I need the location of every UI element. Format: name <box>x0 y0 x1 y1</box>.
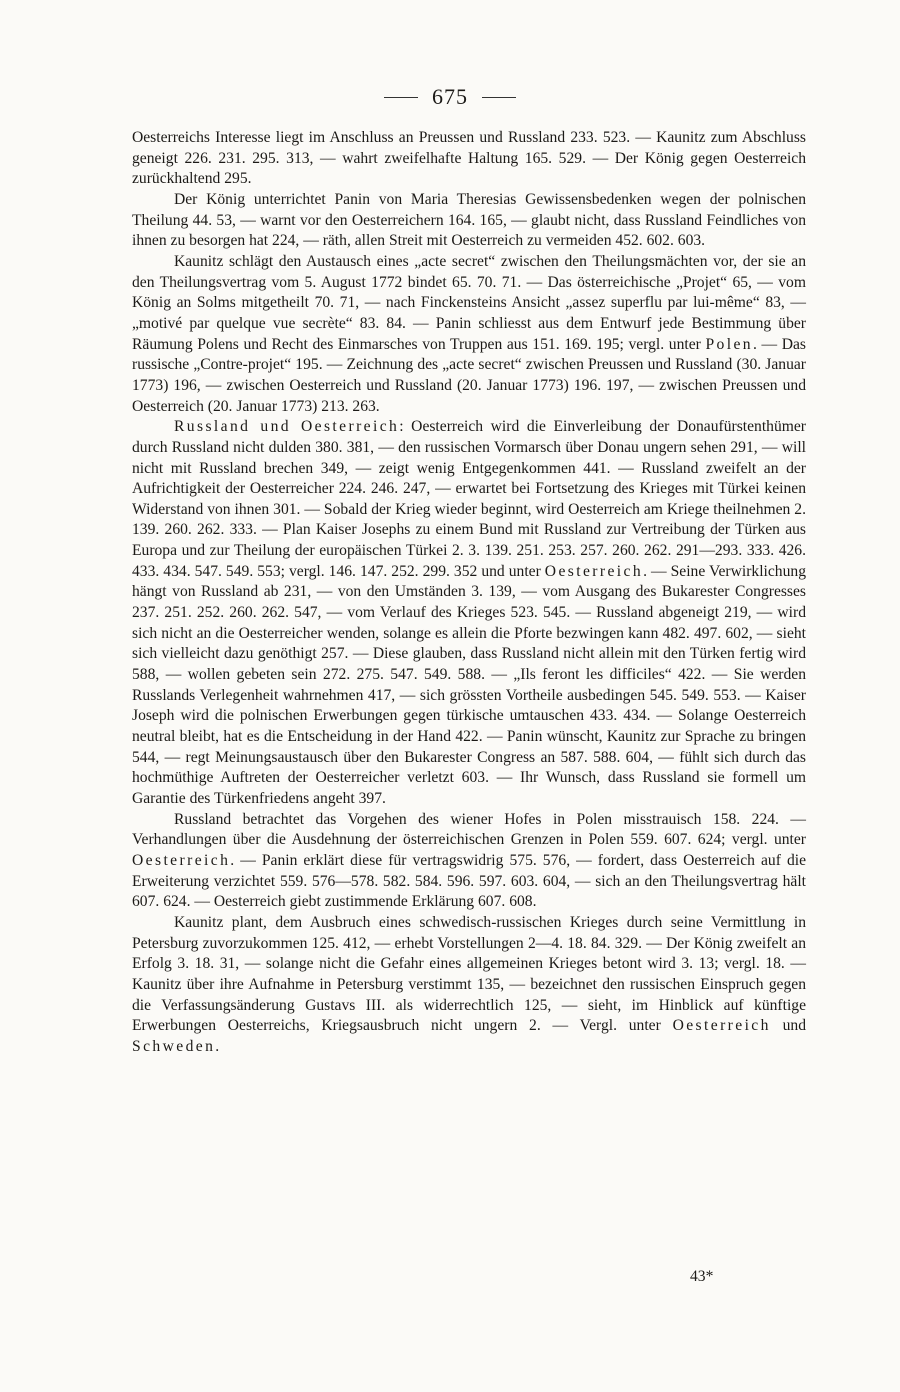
page-body <box>132 128 806 1058</box>
paragraph-3: Kaunitz schlägt den Austausch eines „acte secret“ zwischen den Theilungsmächten vor, der sie an den Theilungsvertrag vom 5. August 1772 bindet 65. 70. 71. — Das österreichische „Projet“ 65, — vom König an Solms mitgetheilt 70. 71, — nach Finckensteins Ansicht „assez superflu par lui-même“ 83, — „motivé par quelque vue secrète“ 83. 84. — Panin schliesst aus dem Entwurf jede Bestimmung über Räumung Polens und Recht des Einmarsches von Truppen aus 151. 169. 195; vergl. unter Polen. — Das russische „Contre-projet“ 195. — Zeichnung des „acte secret“ zwischen Preussen und Russland (30. Januar 1773) 196, — zwischen Oesterreich und Russland (20. Januar 1773) 196. 197, — zwischen Preussen und Oesterreich (20. Januar 1773) 213. 263. <box>132 252 807 415</box>
paragraph-1: Oesterreichs Interesse liegt im Anschluss an Preussen und Russland 233. 523. — Kaunitz zum Abschluss geneigt 226. 231. 295. 313, — wahrt zweifelhafte Haltung 165. 529. — Der König gegen Oesterreich zurückhaltend 295. <box>132 129 806 188</box>
paragraph-6: Kaunitz plant, dem Ausbruch eines schwedisch-russischen Krieges durch seine Vermittlung in Petersburg zuvorzukommen 125. 412, — erhebt Vorstellungen 2—4. 18. 84. 329. — Der König zweifelt an Erfolg 3. 18. 31, — solange nicht die Gefahr eines allgemeinen Krieges betont wird 3. 13; vergl. 18. — Kaunitz über ihre Aufnahme in Petersburg verstimmt 135, — bezeichnet den russischen Einspruch gegen die Verfassungsänderung Gustavs III. als widerrechtlich 125, — sieht, im Hinblick auf künftige Erwerbungen Oesterreichs, Kriegsausbruch nicht ungern 2. — Vergl. unter Oesterreich und Schweden. <box>132 913 806 1055</box>
paragraph-2: Der König unterrichtet Panin von Maria Theresias Gewissensbedenken wegen der polnischen Theilung 44. 53, — warnt vor den Oesterreichern 164. 165, — glaubt nicht, dass Russland Feindliches von ihnen zu besorgen hat 224, — räth, allen Streit mit Oesterreich zu vermeiden 452. 602. 603. <box>132 190 806 250</box>
header-rule-left <box>384 97 418 98</box>
spaced-term-polen: Polen <box>705 335 753 353</box>
spaced-term-oesterreich: Oesterreich <box>132 851 231 869</box>
spaced-heading-russland-und-oesterreich: Russland und Oesterreich <box>174 418 400 436</box>
paragraph-4: Russland und Oesterreich: Oesterreich wird die Einverleibung der Donaufürstenthümer durch Russland nicht dulden 380. 381, — den russischen Vormarsch über Donau ungern sehen 291, — will nicht mit Russland brechen 349, — zeigt wenig Entgegenkommen 441. — Russland zweifelt an der Aufrichtigkeit der Oesterreicher 224. 246. 247, — erwartet bei Fortsetzung des Krieges mit Türkei keinen Widerstand von ihnen 301. — Sobald der Krieg wieder beginnt, wird Oesterreich am Kriege theilnehmen 2. 139. 260. 262. 333. — Plan Kaiser Josephs zu einem Bund mit Russland zur Vertreibung der Türken aus Europa und zur Theilung der europäischen Türkei 2. 3. 139. 251. 253. 257. 260. 262. 291—293. 333. 426. 433. 434. 547. 549. 553; vergl. 146. 147. 252. 299. 352 und unter Oesterreich. — Seine Verwirklichung hängt von Russland ab 231, — von den Umständen 3. 139, — vom Ausgang des Bukarester Congresses 237. 251. 252. 260. 262. 547, — vom Verlauf des Krieges 523. 545. — Russland abgeneigt 219, — wird sich nicht an die Oesterreicher wenden, solange es allein die Pforte bezwingen kann 482. 497. 602, — sieht sich vielleicht dazu genöthigt 257. — Diese glauben, dass Russland nicht allein mit den Türken fertig wird 588, — wollen gebeten sein 272. 275. 547. 549. 588. — „Ils feront les difficiles“ 422. — Sie werden Russlands Verlegenheit wahrnehmen 417, — sich grössten Vortheile ausbedingen 545. 549. 553. — Kaiser Joseph wird die polnischen Erwerbungen gegen türkische umtauschen 433. 434. — Solange Oesterreich neutral bleibt, hat es die Entscheidung in der Hand 422. — Panin wünscht, Kaunitz zur Sprache zu bringen 544, — regt Meinungsaustausch über den Bukarester Congress an 587. 588. 604, — fühlt sich durch das hochmüthige Auftreten der Oesterreicher verletzt 603. — Ihr Wunsch, dass Russland sie formell um Garantie des Türkenfriedens angeht 397. <box>132 418 806 807</box>
page-number: 675 <box>432 84 468 109</box>
header-rule-right <box>482 97 516 98</box>
spaced-term-oesterreich: Oesterreich <box>544 562 644 580</box>
spaced-term-schweden: Schweden <box>132 1037 216 1055</box>
page-header <box>0 84 900 110</box>
paragraph-5: Russland betrachtet das Vorgehen des wiener Hofes in Polen misstrauisch 158. 224. — Verhandlungen über die Ausdehnung der österreichischen Grenzen in Polen 559. 607. 624; vergl. unter Oesterreich. — Panin erklärt diese für vertragswidrig 575. 576, — fordert, dass Oesterreich auf die Erweiterung verzichtet 559. 576—578. 582. 584. 596. 597. 603. 604, — sich an den Theilungsvertrag hält 607. 624. — Oesterreich giebt zustimmende Erklärung 607. 608. <box>132 810 806 911</box>
spaced-term-oesterreich: Oesterreich <box>672 1017 771 1035</box>
signature-mark: 43* <box>690 1268 714 1285</box>
